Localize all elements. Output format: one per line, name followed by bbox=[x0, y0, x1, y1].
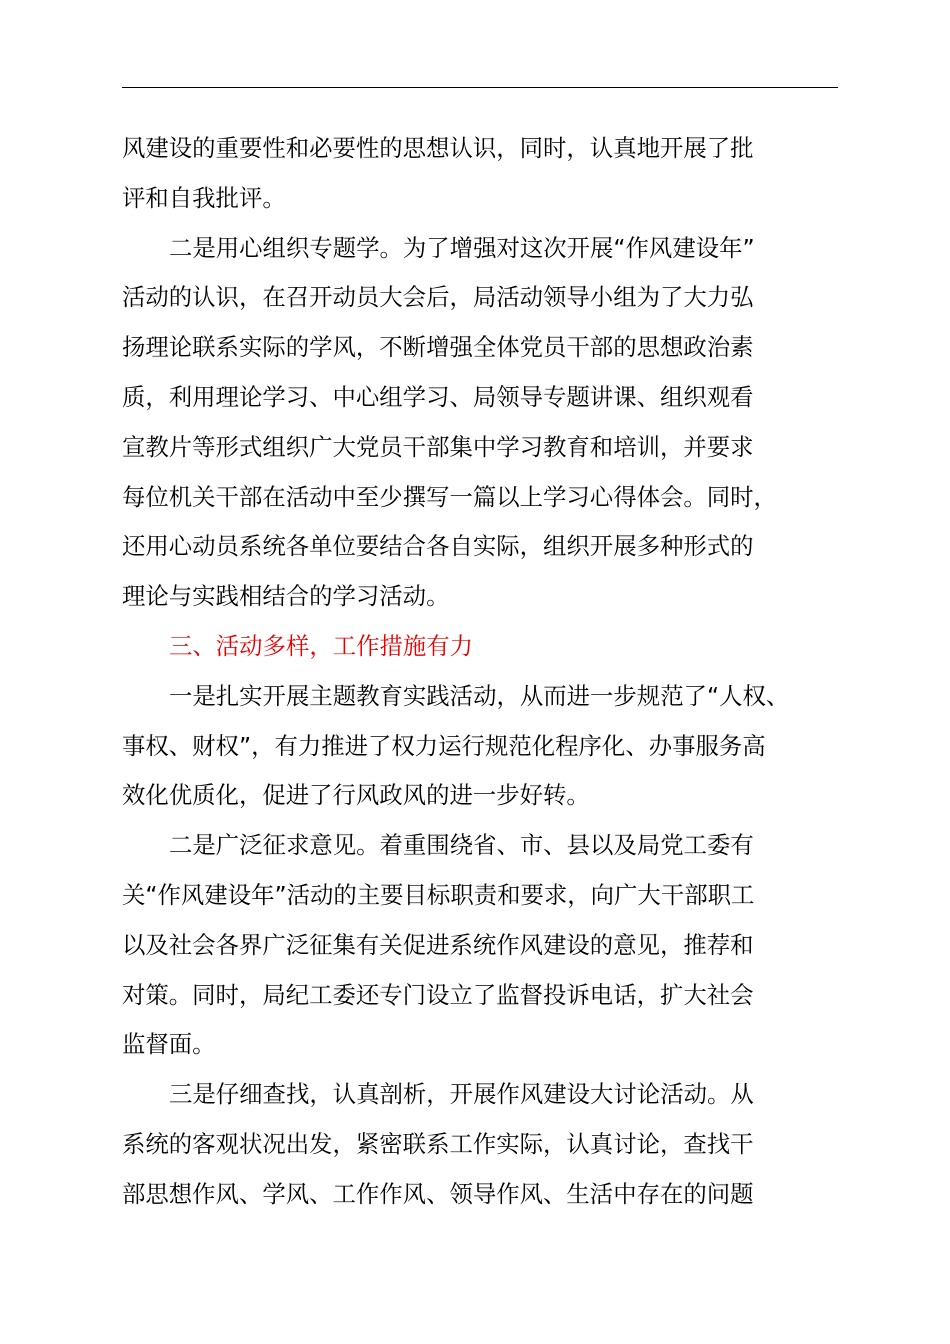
text-line: 理论与实践相结合的学习活动。 bbox=[122, 582, 450, 611]
text-line: 对策。同时，局纪工委还专门设立了监督投诉电话，扩大社会 bbox=[122, 980, 754, 1009]
text-line: 关“作风建设年”活动的主要目标职责和要求，向广大干部职工 bbox=[122, 880, 755, 909]
text-line: 二是用心组织专题学。为了增强对这次开展“作风建设年” bbox=[169, 233, 755, 262]
text-line: 风建设的重要性和必要性的思想认识，同时，认真地开展了批 bbox=[122, 134, 754, 162]
text-line: 活动的认识，在召开动员大会后，局活动领导小组为了大力弘 bbox=[122, 283, 754, 312]
header-rule bbox=[122, 87, 838, 88]
text-line: 三是仔细查找，认真剖析，开展作风建设大讨论活动。从 bbox=[169, 1080, 754, 1109]
text-line: 部思想作风、学风、工作作风、领导作风、生活中存在的问题 bbox=[122, 1179, 754, 1208]
text-line: 监督面。 bbox=[122, 1030, 216, 1059]
text-line: 以及社会各界广泛征集有关促进系统作风建设的意见，推荐和 bbox=[122, 930, 754, 959]
text-line: 一是扎实开展主题教育实践活动，从而进一步规范了“人权、 bbox=[169, 681, 790, 710]
text-line: 评和自我批评。 bbox=[122, 183, 286, 212]
text-line: 扬理论联系实际的学风，不断增强全体党员干部的思想政治素 bbox=[122, 333, 754, 362]
text-line: 质，利用理论学习、中心组学习、局领导专题讲课、组织观看 bbox=[122, 382, 754, 411]
text-line: 宣教片等形式组织广大党员干部集中学习教育和培训，并要求 bbox=[122, 432, 754, 461]
text-line: 每位机关干部在活动中至少撰写一篇以上学习心得体会。同时， bbox=[122, 482, 777, 511]
text-line: 事权、财权”，有力推进了权力运行规范化程序化、办事服务高 bbox=[122, 731, 766, 760]
section-heading: 三、活动多样，工作措施有力 bbox=[169, 631, 474, 660]
text-line: 系统的客观状况出发，紧密联系工作实际，认真讨论，查找干 bbox=[122, 1129, 754, 1158]
text-line: 还用心动员系统各单位要结合各自实际，组织开展多种形式的 bbox=[122, 532, 754, 561]
body-text bbox=[122, 124, 838, 1220]
text-line: 二是广泛征求意见。着重围绕省、市、县以及局党工委有 bbox=[169, 831, 754, 860]
text-line: 效化优质化，促进了行风政风的进一步好转。 bbox=[122, 781, 590, 810]
